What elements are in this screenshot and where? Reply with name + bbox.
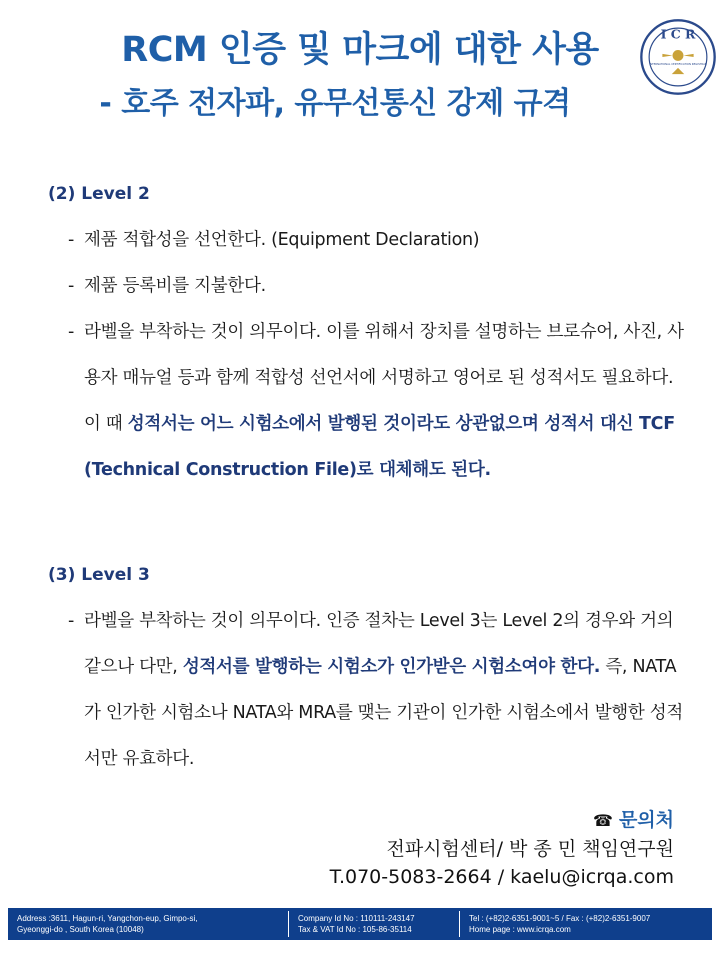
- highlighted-text: 성적서는 어느 시험소에서 발행된 것이라도 상관없으며 성적서 대신 TCF (Technical Construction File)로 대체해도 된다.: [84, 414, 675, 480]
- contact-heading: 문의처: [618, 809, 674, 831]
- level-3-bullets: [68, 598, 688, 782]
- contact-person: 전파시험센터/ 박 종 민 책임연구원: [386, 838, 674, 860]
- page-title: RCM 인증 및 마크에 대한 사용: [121, 30, 599, 70]
- address-line1: Address :3611, Hagun-ri, Yangchon-eup, Gimpo-si,: [17, 914, 198, 923]
- highlighted-text: 성적서를 발행하는 시험소가 인가받은 시험소여야 한다.: [182, 657, 601, 677]
- section-heading-level-3: (3) Level 3: [48, 565, 150, 585]
- bullet-item: [68, 217, 688, 263]
- homepage[interactable]: Home page : www.icrqa.com: [469, 925, 571, 934]
- company-id: Company Id No : 110111-243147: [298, 914, 415, 923]
- level-2-bullets: [68, 217, 688, 493]
- bullet-item: [68, 263, 688, 309]
- footer-bar: [8, 908, 712, 940]
- bullet-item: [68, 309, 688, 493]
- address-line2: Gyeonggi-do , South Korea (10048): [17, 925, 144, 934]
- page-subtitle: - 호주 전자파, 유무선통신 강제 규격: [99, 86, 571, 121]
- logo-top-text: I C R: [660, 26, 696, 42]
- icr-logo: [639, 18, 717, 96]
- tel-fax: Tel : (+82)2-6351-9001~5 / Fax : (+82)2-6351-9007: [469, 914, 651, 923]
- footer-address: [8, 911, 288, 937]
- bullet-dash: -: [68, 276, 75, 296]
- logo-ring-text: INTERNATIONAL CERTIFICATION REGISTRAR: [649, 62, 707, 66]
- bullet-item: [68, 598, 688, 782]
- contact-phone-email: T.070-5083-2664 / kaelu@icrqa.com: [329, 866, 674, 888]
- phone-icon: ☎: [592, 811, 613, 830]
- footer-contact: [459, 911, 712, 937]
- bullet-dash: -: [68, 230, 75, 250]
- bullet-text: 라벨을 부착하는 것이 의무이다. 인증 절차는 Level 3는 Level 2의 경우와 거의 같으나 다만,: [84, 611, 674, 677]
- contact-heading-row: [330, 806, 674, 835]
- bullet-dash: -: [68, 322, 75, 342]
- bullet-text: 제품 적합성을 선언한다. (Equipment Declaration): [84, 230, 480, 250]
- bullet-text: 즉, NATA가 인가한 시험소나 NATA와 MRA를 맺는 기관이 인가한 시험소에서 발행한 성적서만 유효하다.: [84, 657, 683, 769]
- contact-info: [330, 806, 674, 891]
- footer-company-ids: [288, 911, 459, 937]
- section-heading-level-2: (2) Level 2: [48, 184, 150, 204]
- tax-id: Tax & VAT Id No : 105-86-35114: [298, 925, 412, 934]
- bullet-dash: -: [68, 611, 75, 631]
- bullet-text: 라벨을 부착하는 것이 의무이다. 이를 위해서 장치를 설명하는 브로슈어, 사진, 사용자 매뉴얼 등과 함께 적합성 선언서에 서명하고 영어로 된 성적서도 필요하다. 이 때: [84, 322, 684, 434]
- bullet-text: 제품 등록비를 지불한다.: [84, 276, 266, 296]
